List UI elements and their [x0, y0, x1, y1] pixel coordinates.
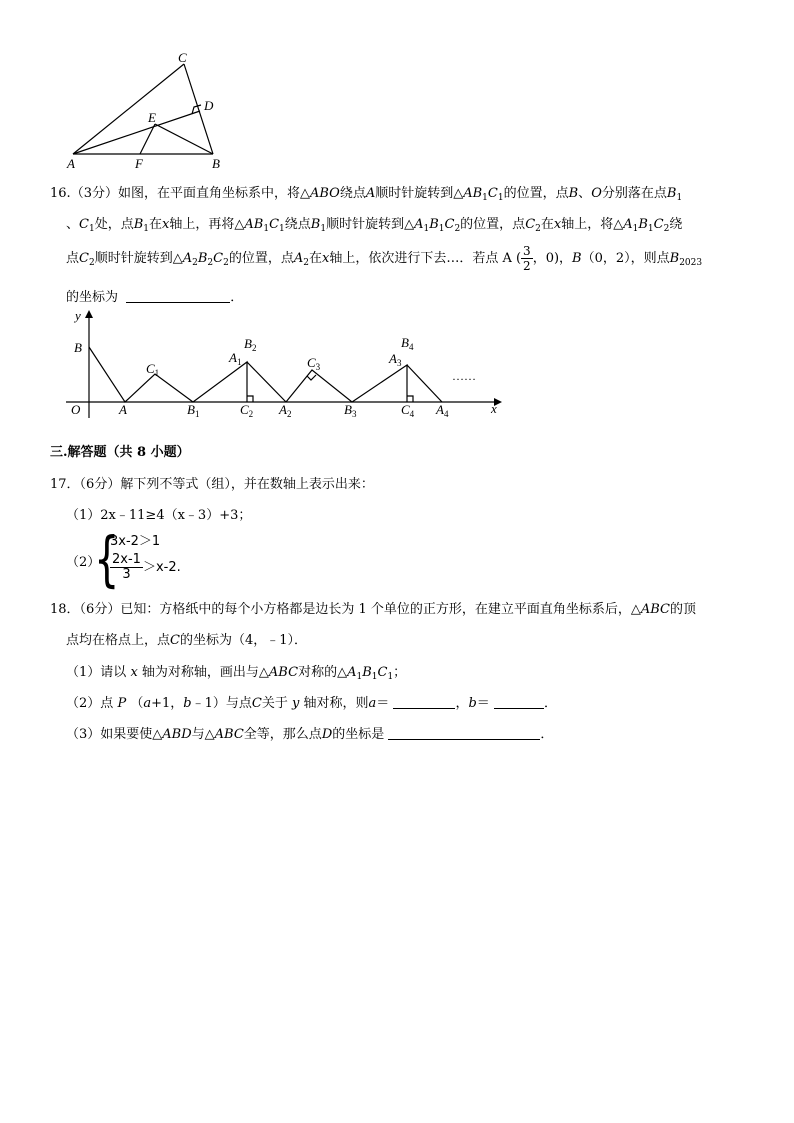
label-c3: $C_3$ [307, 355, 321, 372]
q17-inequality-1: 3x-2＞1 [110, 534, 161, 549]
triangle-path [89, 347, 247, 402]
label-a: A [67, 156, 75, 171]
fraction-3-over-2: $\frac{3}{2}$ [523, 244, 531, 273]
system-brace: { [94, 525, 120, 595]
label-a4: $A_4$ [436, 402, 449, 419]
segment-ac [73, 64, 184, 154]
section-3-heading: 三.解答题（共 8 小题） [50, 445, 190, 460]
q17-part2-label: （2） [66, 555, 101, 570]
label-b2: $B_2$ [244, 336, 257, 353]
q18-line1: 18．（6分）已知：方格纸中的每个小方格都是边长为 1 个单位的正方形，在建立平面直角坐标系后，△ABC的顶 [50, 602, 697, 617]
q16-line3: 点$C_2$顺时针旋转到$\triangle A_2B_2C_2$的位置，点$A_2$在x轴上，依次进行下去…．若点 A ( $\frac{3}{2}$ ，0)，B（0，2），则点$B_{2023}$ [66, 244, 703, 273]
q16-line4: 的坐标为 ． [66, 290, 244, 305]
segment-ad [73, 111, 200, 154]
q16-line2: 、$C_1$处，点$B_1$在x轴上，再将$\triangle AB_1C_1$绕点$B_1$顺时针旋转到$\triangle A_1B_1C_2$的位置，点$C_2$在x轴上，将$\triangle A_1B_1C_2$绕 [66, 217, 683, 234]
y-axis-arrow [85, 310, 93, 318]
label-e: E [148, 110, 156, 125]
q17-stem: 17．（6分）解下列不等式（组），并在数轴上表示出来： [50, 477, 374, 492]
label-b3: $B_3$ [344, 402, 357, 419]
label-c: C [178, 50, 187, 65]
axis-label-y: y [75, 308, 81, 323]
answer-blank-b[interactable] [494, 696, 544, 709]
label-a1: $A_1$ [229, 350, 242, 367]
label-f: F [135, 156, 143, 171]
label-a: A [119, 402, 127, 417]
q18-part2: （2）点 P （a+1，b﹣1）与点C关于 y 轴对称，则a＝ ，b＝ ． [66, 696, 557, 711]
label-b1: $B_1$ [187, 402, 200, 419]
answer-blank-b2023[interactable] [126, 290, 230, 303]
label-c1: $C_1$ [146, 361, 160, 378]
label-d: D [204, 98, 214, 113]
figure-triangle-abc [60, 48, 235, 173]
q18-part3: （3）如果要使△ABD与△ABC全等，那么点D的坐标是 ． [66, 727, 554, 742]
origin-label: O [71, 402, 81, 417]
label-a2: $A_2$ [279, 402, 292, 419]
label-a3: $A_3$ [389, 351, 402, 368]
fraction-2x-1-over-3: $\frac{2x-1}{3}$ [112, 552, 141, 582]
label-b4: $B_4$ [401, 335, 414, 352]
answer-blank-d[interactable] [388, 727, 540, 740]
triangle-path-2 [286, 365, 407, 402]
q16-line1: 16.（3分）如图，在平面直角坐标系中，将△ABO绕点A顺时针旋转到$\triangle AB_1C_1$的位置，点B、O分别落在点$B_1$ [50, 186, 683, 203]
label-c4: $C_4$ [401, 402, 415, 419]
axis-label-x: x [491, 401, 497, 416]
label-b: B [74, 340, 82, 355]
q17-part1: （1）2x﹣11≥4（x﹣3）+3； [66, 508, 252, 523]
figure-rotation-sequence [62, 306, 507, 424]
answer-blank-a[interactable] [393, 696, 455, 709]
q18-part1: （1）请以 x 轴为对称轴，画出与△ABC对称的$\triangle A_1B_1C_1$； [66, 665, 407, 682]
ellipsis: …… [452, 369, 476, 383]
label-b: B [212, 156, 220, 171]
q17-inequality-2: $\frac{2x-1}{3}$ ＞x-2. [112, 552, 181, 582]
right-angle-c3 [307, 375, 316, 380]
label-c2: $C_2$ [240, 402, 254, 419]
q18-line2: 点均在格点上，点C的坐标为（4，﹣1）． [66, 633, 308, 648]
